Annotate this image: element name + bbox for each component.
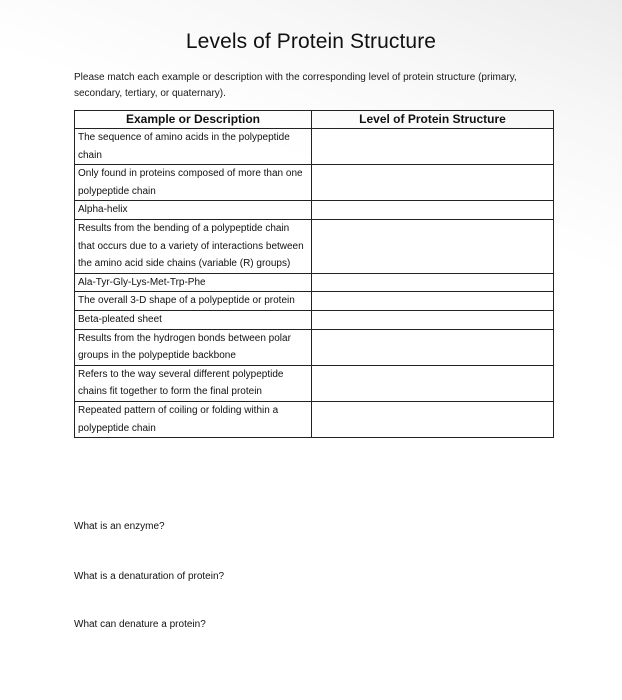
table-row (75, 310, 554, 329)
answer-cell[interactable] (312, 165, 554, 201)
answer-cell[interactable] (312, 219, 554, 273)
table-row (75, 129, 554, 165)
question-denaturation: What is a denaturation of protein? (74, 571, 225, 582)
description-cell: Only found in proteins composed of more than one polypeptide chain (75, 165, 312, 201)
answer-cell[interactable] (312, 292, 554, 311)
description-cell: Repeated pattern of coiling or folding within a polypeptide chain (75, 401, 312, 437)
answer-cell[interactable] (312, 201, 554, 220)
table-row (75, 401, 554, 437)
table-row (75, 365, 554, 401)
answer-cell[interactable] (312, 310, 554, 329)
column-header-description: Example or Description (75, 111, 312, 129)
answer-cell[interactable] (312, 129, 554, 165)
matching-table (74, 110, 554, 438)
description-cell: Beta-pleated sheet (75, 310, 312, 329)
page-title: Levels of Protein Structure (185, 30, 437, 53)
table-row (75, 273, 554, 292)
table-row (75, 219, 554, 273)
answer-cell[interactable] (312, 273, 554, 292)
question-denature-causes: What can denature a protein? (74, 619, 206, 630)
question-enzyme: What is an enzyme? (74, 521, 165, 532)
description-cell: The overall 3-D shape of a polypeptide or protein (75, 292, 312, 311)
table-row (75, 329, 554, 365)
table-header-row (75, 111, 554, 129)
description-cell: Results from the hydrogen bonds between polar groups in the polypeptide backbone (75, 329, 312, 365)
column-header-level: Level of Protein Structure (312, 111, 554, 129)
answer-cell[interactable] (312, 365, 554, 401)
description-cell: Refers to the way several different polypeptide chains fit together to form the final protein (75, 365, 312, 401)
table-row (75, 292, 554, 311)
description-cell: Alpha-helix (75, 201, 312, 220)
table-row (75, 165, 554, 201)
description-cell: Ala-Tyr-Gly-Lys-Met-Trp-Phe (75, 273, 312, 292)
description-cell: Results from the bending of a polypeptide chain that occurs due to a variety of interactions between the amino acid side chains (variable (R) groups) (75, 219, 312, 273)
answer-cell[interactable] (312, 329, 554, 365)
instructions-text: Please match each example or description with the corresponding level of protein structure (primary, secondary, tertiary, or quaternary). (74, 72, 517, 99)
table-row (75, 201, 554, 220)
answer-cell[interactable] (312, 401, 554, 437)
description-cell: The sequence of amino acids in the polypeptide chain (75, 129, 312, 165)
